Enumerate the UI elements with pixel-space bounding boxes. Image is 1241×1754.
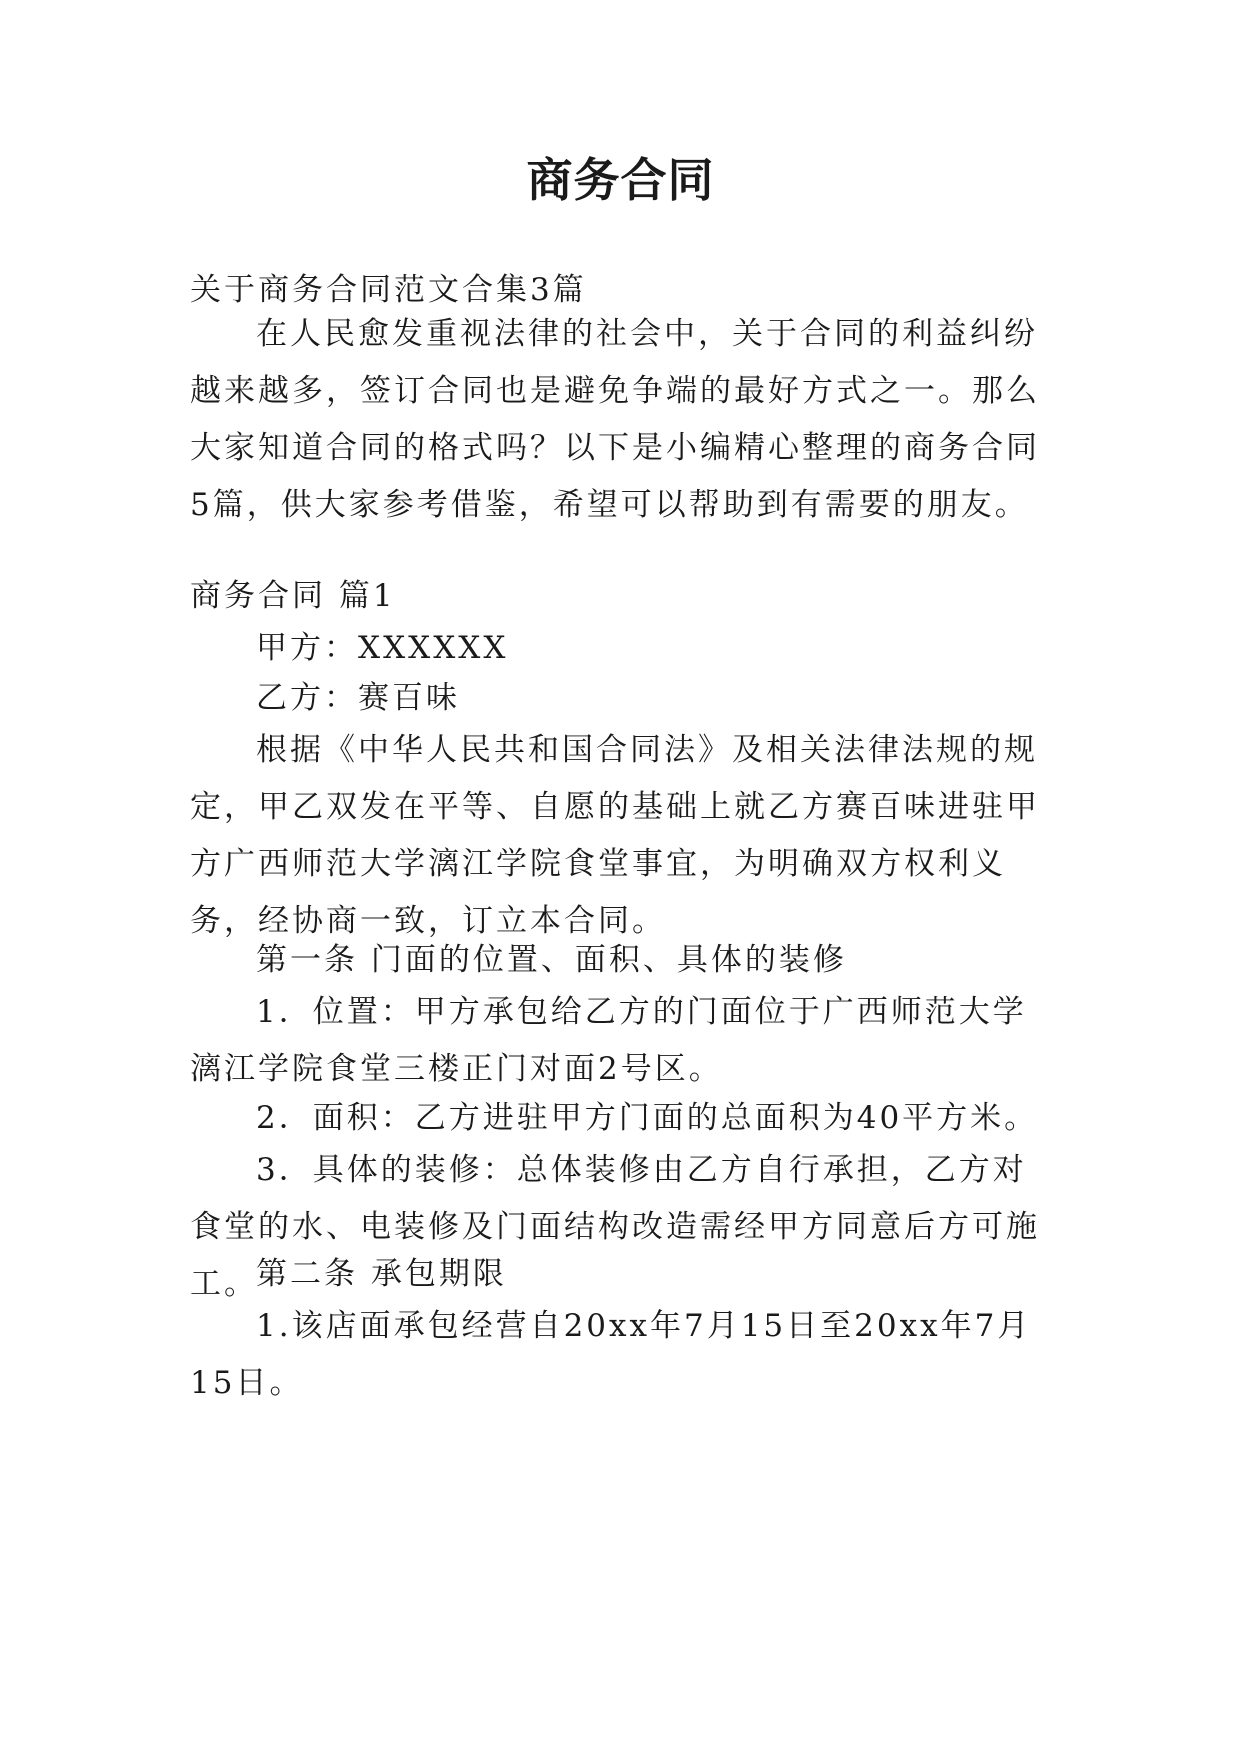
article-1-item-3: 3．具体的装修：总体装修由乙方自行承担，乙方对食堂的水、电装修及门面结构改造需经甲方同意后方可施工。 <box>190 1152 1040 1302</box>
article-1-heading: 第一条 门面的位置、面积、具体的装修 <box>256 942 847 978</box>
article-1-item-2: 2．面积：乙方进驻甲方门面的总面积为40平方米。 <box>256 1100 1039 1136</box>
article-2-item-1: 1.该店面承包经营自20xx年7月15日至20xx年7月15日。 <box>190 1308 1032 1401</box>
party-b-line: 乙方：赛百味 <box>256 680 460 716</box>
document-title: 商务合同 <box>526 153 715 207</box>
intro-paragraph: 在人民愈发重视法律的社会中，关于合同的利益纠纷越来越多，签订合同也是避免争端的最好方式之一。那么大家知道合同的格式吗？以下是小编精心整理的商务合同5篇，供大家参考借鉴，希望可以帮助到有需要的朋友。 <box>190 316 1040 523</box>
preamble-paragraph: 根据《中华人民共和国合同法》及相关法律法规的规定，甲乙双发在平等、自愿的基础上就乙方赛百味进驻甲方广西师范大学漓江学院食堂事宜，为明确双方权利义务，经协商一致，订立本合同。 <box>190 732 1040 939</box>
article-1-item-1: 1．位置：甲方承包给乙方的门面位于广西师范大学漓江学院食堂三楼正门对面2号区。 <box>190 994 1027 1087</box>
article-2-heading: 第二条 承包期限 <box>256 1256 507 1292</box>
party-a-line: 甲方：XXXXXX <box>256 630 509 666</box>
section-heading: 商务合同 篇1 <box>190 578 396 614</box>
document-subtitle: 关于商务合同范文合集3篇 <box>190 272 587 308</box>
